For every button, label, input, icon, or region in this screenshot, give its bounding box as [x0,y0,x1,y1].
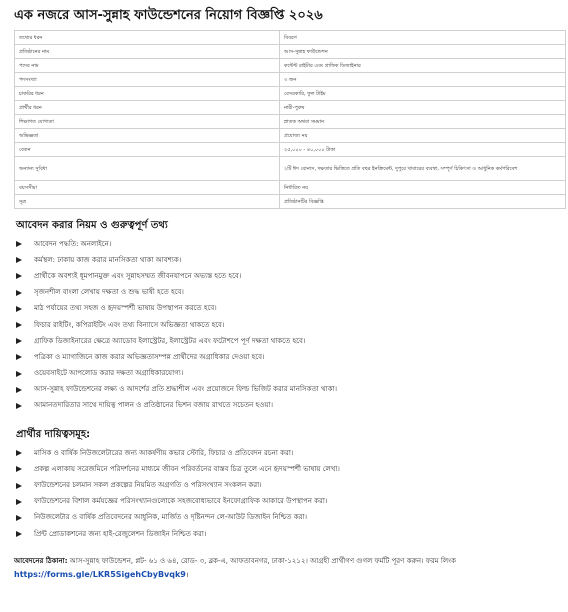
table-value-cell: আস-সুন্নাহ ফাউন্ডেশন [280,45,566,59]
list-item-text: প্রকল্প এলাকায় সরেজমিনে পরিদর্শনের মাধ্যমে জীবন পরিবর্তনের বাস্তব চিত্র তুলে এনে হৃদয়স্পর্শী ভাষায় লেখা। [34,464,340,473]
table-value-cell: বিবরণ [280,31,566,45]
list-item [14,268,558,284]
table-key-cell: প্রতিষ্ঠানের নাম [15,45,280,59]
triangle-bullet-icon [16,354,22,360]
rules-heading: আবেদন করার নিয়ম ও গুরুত্বপূর্ণ তথ্য [16,220,168,231]
form-link[interactable]: https://forms.gle/LKR5SigehCbyBvqk9 [14,570,186,580]
list-item [14,252,558,268]
triangle-bullet-icon [16,483,22,489]
table-key-cell: প্রার্থীর ধরন [15,101,280,115]
list-item [14,333,558,349]
info-table [14,30,566,209]
duties-list [14,445,558,542]
table-key-cell: পদের নাম [15,59,280,73]
list-item-text: মাসিক ও বার্ষিক নিউজলেটারের জন্য আকর্ষণীয় কভার স্টোরি, ফিচার ও প্রতিবেদন রচনা করা। [34,448,294,457]
list-item-text: সৃজনশীল বাংলা লেখায় দক্ষতা ও শুদ্ধ ভাষী হতে হবে। [34,288,184,297]
list-item-text: মাঠ পর্যায়ের তথ্য সহজ ও হৃদয়স্পর্শী ভাষায় উপস্থাপন করতে হবে। [34,304,217,313]
triangle-bullet-icon [16,531,22,537]
table-row [15,73,566,87]
list-item-text: প্রার্থীকে অবশ্যই ধূমপানমুক্ত এবং সুন্নাহসম্মত জীবনযাপনে অভ্যস্ত হতে হবে। [34,271,242,280]
table-row [15,59,566,73]
triangle-bullet-icon [16,499,22,505]
list-item-text: গ্রাফিক ডিজাইনারের ক্ষেত্রে অ্যাডোব ইলাস্ট্রেটর, ইলাস্ট্রেটর এবং ফটোশপে পূর্ণ দক্ষতা থাকতে হবে। [34,336,306,345]
table-row [15,195,566,209]
list-item-text: ফাউন্ডেশনের চলমান সকল প্রকল্পের নিয়মিত অগ্রগতি ও পরিসংখ্যান সংকলন করা। [34,481,262,490]
triangle-bullet-icon [16,273,22,279]
list-item [14,461,558,477]
list-item [14,301,558,317]
list-item [14,236,558,252]
table-row [15,31,566,45]
table-row [15,143,566,157]
list-item-text: কর্মস্থল: ঢাকায় কাজ করার মানসিকতা থাকা আবশ্যক। [34,255,182,264]
page-title: এক নজরে আস-সুন্নাহ ফাউন্ডেশনের নিয়োগ বিজ্ঞপ্তি ২০২৬ [14,8,323,23]
table-value-cell: কন্টেন্ট রাইটার এবং গ্রাফিক ডিজাইনার [280,59,566,73]
triangle-bullet-icon [16,338,22,344]
list-item-text: ওয়েবসাইটে আপলোড করার দক্ষতা অগ্রাধিকারযোগ্য। [34,369,184,378]
address-end: । [185,571,189,580]
list-item [14,366,558,382]
table-value-cell: ২টি ঈদ বোনাস, দক্ষতার ভিত্তিতে প্রতি বছর ইনক্রিমেন্ট, দুপুরে খাবারের ব্যবস্থা, সম্পূর্ণ চিকিৎসা ও আধুনিক কর্মপরিবেশ [280,157,566,181]
triangle-bullet-icon [16,290,22,296]
table-row [15,181,566,195]
table-row [15,129,566,143]
list-item [14,398,558,414]
triangle-bullet-icon [16,515,22,521]
list-item [14,349,558,365]
list-item [14,285,558,301]
list-item-text: নিউজলেটার ও বার্ষিক প্রতিবেদনের আধুনিক, মার্জিত ও দৃষ্টিনন্দন লে-আউট ডিজাইন নিশ্চিত করা। [34,513,308,522]
table-row [15,101,566,115]
table-value-cell: ৩ জন [280,73,566,87]
triangle-bullet-icon [16,257,22,263]
table-row [15,115,566,129]
triangle-bullet-icon [16,371,22,377]
table-value-cell: প্রতিষ্ঠানটির বিজ্ঞপ্তি [280,195,566,209]
table-value-cell: প্রযোজ্য নয় [280,129,566,143]
list-item [14,317,558,333]
table-key-cell: বেতন [15,143,280,157]
triangle-bullet-icon [16,450,22,456]
table-value-cell: নারী-পুরুষ [280,101,566,115]
table-value-cell: নির্ধারিত নয় [280,181,566,195]
table-key-cell: বয়সসীমা [15,181,280,195]
table-row [15,87,566,101]
triangle-bullet-icon [16,306,22,312]
table-value-cell: স্নাতক অথবা সমমান [280,115,566,129]
list-item-text: ফিচার রাইটিং, কপিরাইটিং এবং তথ্য বিন্যাসে অভিজ্ঞতা থাকতে হবে। [34,320,225,329]
table-key-cell: সূত্র [15,195,280,209]
address-text: আস-সুন্নাহ ফাউন্ডেশন, প্লট- ৬১ ও ৬৪, রোড- ৩, ব্লক-এ, আফতাবনগর, ঢাকা-১২১২। আগ্রহী প্রার্থীগণ গুগল ফর্মটি পূরণ করুন। ফরম লিংক [67,557,456,566]
list-item-text: ফাউন্ডেশনের বিশাল কর্মযজ্ঞের পরিসংখ্যানগুলোকে সহজবোধ্যভাবে ইনফোগ্রাফিক আকারে উপস্থাপন করা। [34,497,328,506]
table-key-cell: চাকরির ধরন [15,87,280,101]
table-key-cell: পদসংখ্যা [15,73,280,87]
rules-list [14,236,558,414]
triangle-bullet-icon [16,241,22,247]
list-item-text: আবেদন পদ্ধতি: অনলাইনে। [34,239,112,248]
list-item [14,382,558,398]
triangle-bullet-icon [16,466,22,472]
table-key-cell: অন্যান্য সুবিধা [15,157,280,181]
list-item-text: প্রিন্ট প্রোডাকশনের জন্য হাই-রেজুলেশন ডিজাইন নিশ্চিত করা। [34,529,207,538]
address-label: আবেদনের ঠিকানা: [14,557,68,566]
list-item [14,477,558,493]
table-row [15,157,566,181]
table-value-cell: বেসরকারি, ফুল টাইম [280,87,566,101]
triangle-bullet-icon [16,387,22,393]
table-value-cell: ২৫,০০০ - ৪০,০০০ টাকা [280,143,566,157]
list-item-text: আমানতদারিতার সাথে দায়িত্ব পালন ও প্রতিষ্ঠানের ভিশন বজায় রাখতে সচেতন হওয়া। [34,401,274,410]
list-item [14,445,558,461]
table-key-cell: শিক্ষাগত যোগ্যতা [15,115,280,129]
application-address [14,554,560,582]
triangle-bullet-icon [16,403,22,409]
duties-heading: প্রার্থীর দায়িত্বসমূহ: [16,429,91,441]
list-item-text: পত্রিকা ও ম্যাগাজিনে কাজ করার অভিজ্ঞতাসম্পন্ন প্রার্থীদের অগ্রাধিকার দেওয়া হবে। [34,352,265,361]
triangle-bullet-icon [16,322,22,328]
table-key-cell: তথ্যের ধরন [15,31,280,45]
table-row [15,45,566,59]
list-item [14,526,558,542]
list-item-text: আস-সুন্নাহ ফাউন্ডেশনের লক্ষ্য ও আদর্শের প্রতি শ্রদ্ধাশীল এবং প্রয়োজনে ফিল্ড ভিজিট করার মানসিকতা থাকা। [34,385,337,394]
list-item [14,510,558,526]
table-key-cell: অভিজ্ঞতা [15,129,280,143]
list-item [14,494,558,510]
